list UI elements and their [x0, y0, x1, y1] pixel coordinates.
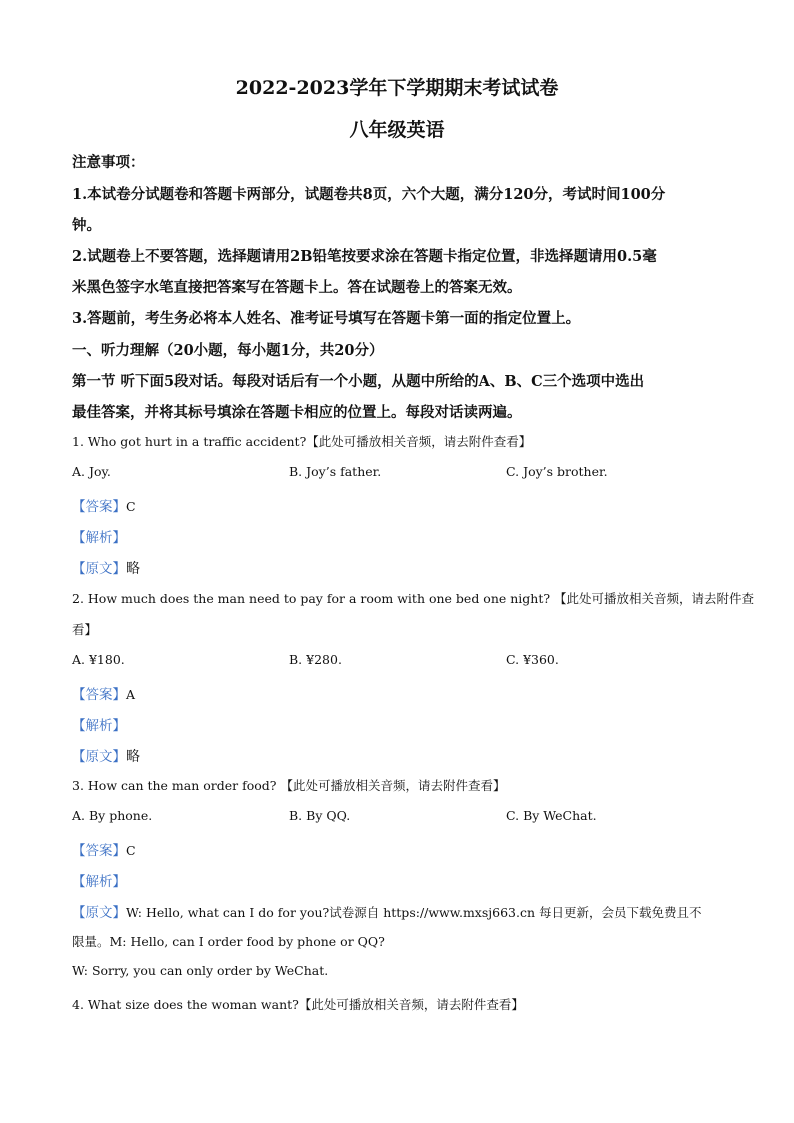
q2-original-text: 略	[126, 749, 140, 765]
q3-option-b: B. By QQ.	[289, 808, 351, 823]
q1-option-a: A. Joy.	[72, 464, 111, 479]
answer-label: 【答案】	[72, 499, 126, 515]
q3-original	[72, 901, 724, 921]
notice-item-1-cont: 钟。	[72, 217, 101, 234]
page-subtitle: 八年级英语	[349, 119, 445, 141]
q1-option-b: B. Joy’s father.	[289, 464, 382, 479]
q3-original-cont-2: W: Sorry, you can only order by WeChat.	[72, 963, 329, 978]
q1-original-text: 略	[126, 561, 140, 577]
q3-answer-value: C	[126, 843, 136, 858]
question-3: 3. How can the man order food? 【此处可播放相关音频，请去附件查看】	[72, 778, 506, 793]
q1-answer-value: C	[126, 499, 136, 514]
section-instruction-cont: 最佳答案，并将其标号填涂在答题卡相应的位置上。每段对话读两遍。	[72, 404, 522, 421]
q2-analysis	[72, 714, 724, 734]
page-title: 2022-2023学年下学期期末考试试卷	[235, 77, 559, 99]
original-label: 【原文】	[72, 905, 126, 921]
notice-heading: 注意事项：	[72, 154, 145, 171]
question-2: 2. How much does the man need to pay for a room with one bed one night? 【此处可播放相关音频，请去附件查	[72, 591, 755, 606]
original-label: 【原文】	[72, 749, 126, 765]
section-instruction: 第一节 听下面5段对话。每段对话后有一个小题，从题中所给的A、B、C三个选项中选出	[72, 373, 645, 390]
section-title: 一、听力理解（20小题，每小题1分，共20分）	[72, 342, 384, 359]
question-4: 4. What size does the woman want?【此处可播放相关音频，请去附件查看】	[72, 997, 524, 1012]
answer-label: 【答案】	[72, 687, 126, 703]
q3-original-cont-1: 限量。M: Hello, can I order food by phone or QQ?	[72, 934, 385, 949]
question-1: 1. Who got hurt in a traffic accident?【此处可播放相关音频，请去附件查看】	[72, 434, 532, 449]
notice-item-2-cont: 米黑色签字水笔直接把答案写在答题卡上。答在试题卷上的答案无效。	[72, 279, 522, 296]
analysis-label: 【解析】	[72, 530, 126, 546]
original-label: 【原文】	[72, 561, 126, 577]
q3-answer	[72, 839, 724, 859]
q2-option-b: B. ¥280.	[289, 652, 342, 667]
notice-item-1: 1.本试卷分试题卷和答题卡两部分，试题卷共8页，六个大题，满分120分，考试时间100分	[72, 186, 666, 203]
question-2-cont: 看】	[72, 622, 98, 637]
q3-original-text: W: Hello, what can I do for you?试卷源自 https://www.mxsj663.cn 每日更新，会员下载免费且不	[126, 905, 702, 920]
q2-answer-value: A	[126, 687, 136, 702]
q3-option-c: C. By WeChat.	[506, 808, 597, 823]
notice-item-3: 3.答题前，考生务必将本人姓名、准考证号填写在答题卡第一面的指定位置上。	[72, 310, 581, 327]
q2-option-c: C. ¥360.	[506, 652, 559, 667]
q3-option-a: A. By phone.	[72, 808, 153, 823]
analysis-label: 【解析】	[72, 718, 126, 734]
notice-item-2: 2.试题卷上不要答题，选择题请用2B铅笔按要求涂在答题卡指定位置，非选择题请用0.5毫	[72, 248, 657, 265]
q1-analysis	[72, 526, 724, 546]
q2-original	[72, 745, 724, 766]
q1-option-c: C. Joy’s brother.	[506, 464, 608, 479]
q1-answer	[72, 495, 724, 515]
answer-label: 【答案】	[72, 843, 126, 859]
q2-answer	[72, 683, 724, 703]
analysis-label: 【解析】	[72, 874, 126, 890]
q2-option-a: A. ¥180.	[72, 652, 125, 667]
q1-original	[72, 557, 724, 578]
q3-analysis	[72, 870, 724, 890]
